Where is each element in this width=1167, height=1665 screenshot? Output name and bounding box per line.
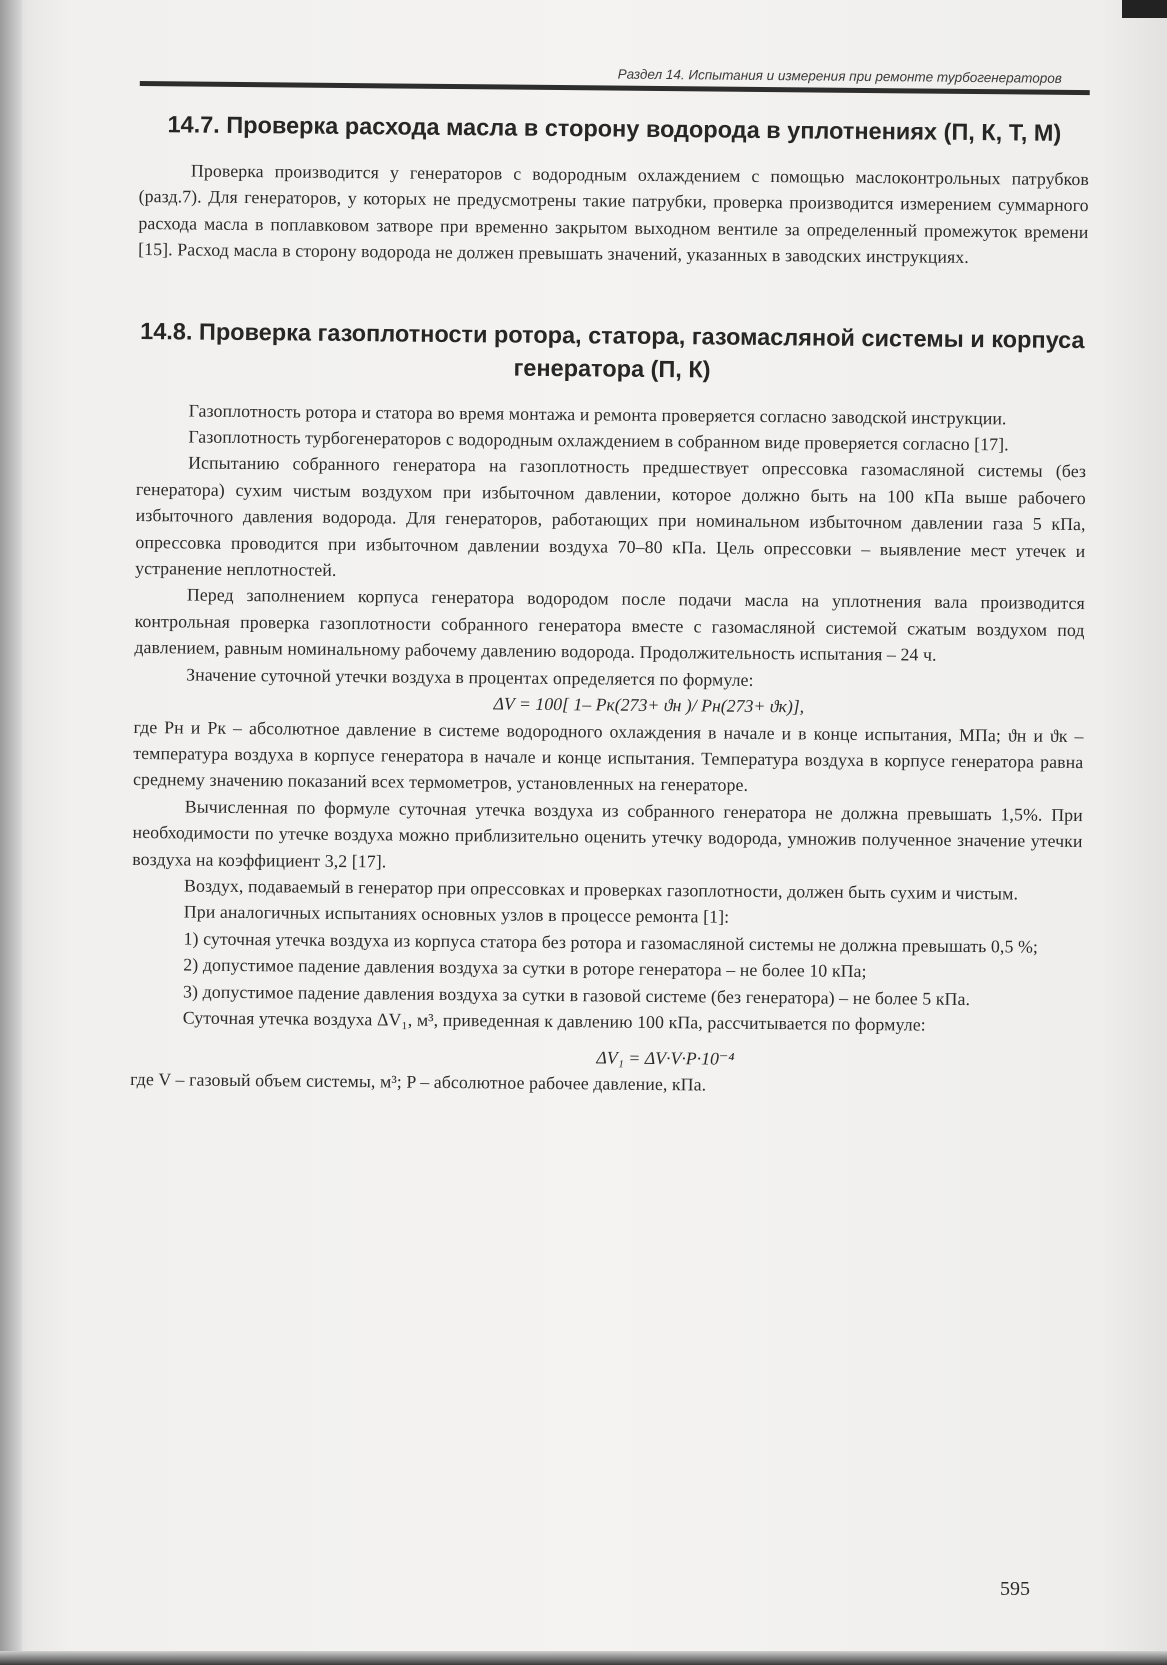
list-item: 1) суточная утечка воздуха из корпуса статора без ротора и газомасляной системы не должна превышать 0,5 %;	[183, 928, 1039, 957]
formula-reduced-leak: ΔV₁ = ΔV·V·P·10⁻⁴	[596, 1047, 735, 1070]
section-14-8-title: 14.8. Проверка газоплотности ротора, статора, газомасляной системы и корпуса генератора (П, К)	[140, 317, 1085, 383]
page-number: 595	[1000, 1578, 1030, 1600]
paragraph-4: Перед заполнением корпуса генератора водородом после подачи масла на уплотнения вала производится контрольная проверка газоплотности собранного генератора вместе с газомасляной системой сжатым воздухом под давлением, равным номинальному рабочему давлению водорода. Продолжительность испытания – 24 ч.	[134, 584, 1085, 665]
paragraph-8: Воздух, подаваемый в генератор при опрессовках и проверках газоплотности, должен быть сухим и чистым.	[184, 875, 1019, 904]
page-content	[130, 62, 1090, 1102]
paragraph-1: Газоплотность ротора и статора во время монтажа и ремонта проверяется согласно заводской инструкции.	[188, 400, 1007, 428]
binding-shadow	[0, 0, 22, 1665]
section-14-8	[130, 315, 1087, 1102]
paragraph-5: Значение суточной утечки воздуха в процентах определяется по формуле:	[186, 664, 754, 690]
paragraph-2: Газоплотность турбогенераторов с водородным охлаждением в собранном виде проверяется согласно [17].	[188, 426, 1009, 455]
paragraph-3: Испытанию собранного генератора на газоплотность предшествует опрессовка газомасляной системы (без генератора) сухим чистым воздухом при избыточном давлении, которое должно быть на 100 кПа выше рабочего избыточного давления водорода. Для генераторов, работающих при номинальном избыточном давлении газа 5 кПа, опрессовка проводится при избыточном давлении воздуха 70–80 кПа. Цель опрессовки – выявление мест утечек и устранение неплотностей.	[135, 452, 1087, 580]
paragraph-9: При аналогичных испытаниях основных узлов в процессе ремонта [1]:	[183, 901, 730, 928]
list-item: 3) допустимое падение давления воздуха за сутки в газовой системе (без генератора) – не более 5 кПа.	[182, 981, 971, 1009]
paragraph-10: Суточная утечка воздуха ΔV₁, м³, приведенная к давлению 100 кПа, рассчитывается по формуле:	[182, 1007, 926, 1035]
requirements-list	[131, 925, 1082, 1013]
section-14-7-title: 14.7. Проверка расхода масла в сторону водорода в уплотнениях (П, К, Т, М)	[167, 111, 1062, 146]
section-14-7-paragraph: Проверка производится у генераторов с водородным охлаждением с помощью маслоконтрольных патрубков (разд.7). Для генераторов, у которых не предусмотрены такие патрубки, проверка производится измерением суммарного расхода масла в поплавковом затворе при временно закрытом выходном вентиле за определенный промежуток времени [15]. Расход масла в сторону водорода не должен превышать значений, указанных в заводских инструкциях.	[138, 160, 1090, 268]
list-item: 2) допустимое падение давления воздуха за сутки в роторе генератора – не более 10 кПа;	[183, 954, 867, 982]
paragraph-6: где Pн и Pк – абсолютное давление в системе водородного охлаждения в начале и в конце испытания, МПа; ϑн и ϑк – температура воздуха в корпусе генератора в начале и конце испытания. Температура воздуха в корпусе генератора равна среднему значению показаний всех термометров, установленных на генераторе.	[133, 716, 1084, 796]
formula-daily-leak: ΔV = 100[ 1– Pк(273+ ϑн )/ Pн(273+ ϑк)],	[493, 693, 805, 717]
paragraph-7: Вычисленная по формуле суточная утечка воздуха из собранного генератора не должна превышать 1,5%. При необходимости по утечке воздуха можно приблизительно оценить утечку водорода, умножив полученное значение утечки воздуха на коэффициент 3,2 [17].	[132, 796, 1083, 871]
running-head: Раздел 14. Испытания и измерения при ремонте турбогенераторов	[617, 66, 1062, 86]
section-14-7	[138, 108, 1089, 272]
scan-edge-bottom	[0, 1651, 1167, 1665]
paragraph-11: где V – газовый объем системы, м³; P – абсолютное рабочее давление, кПа.	[130, 1069, 707, 1095]
scan-edge-top	[1122, 0, 1167, 18]
